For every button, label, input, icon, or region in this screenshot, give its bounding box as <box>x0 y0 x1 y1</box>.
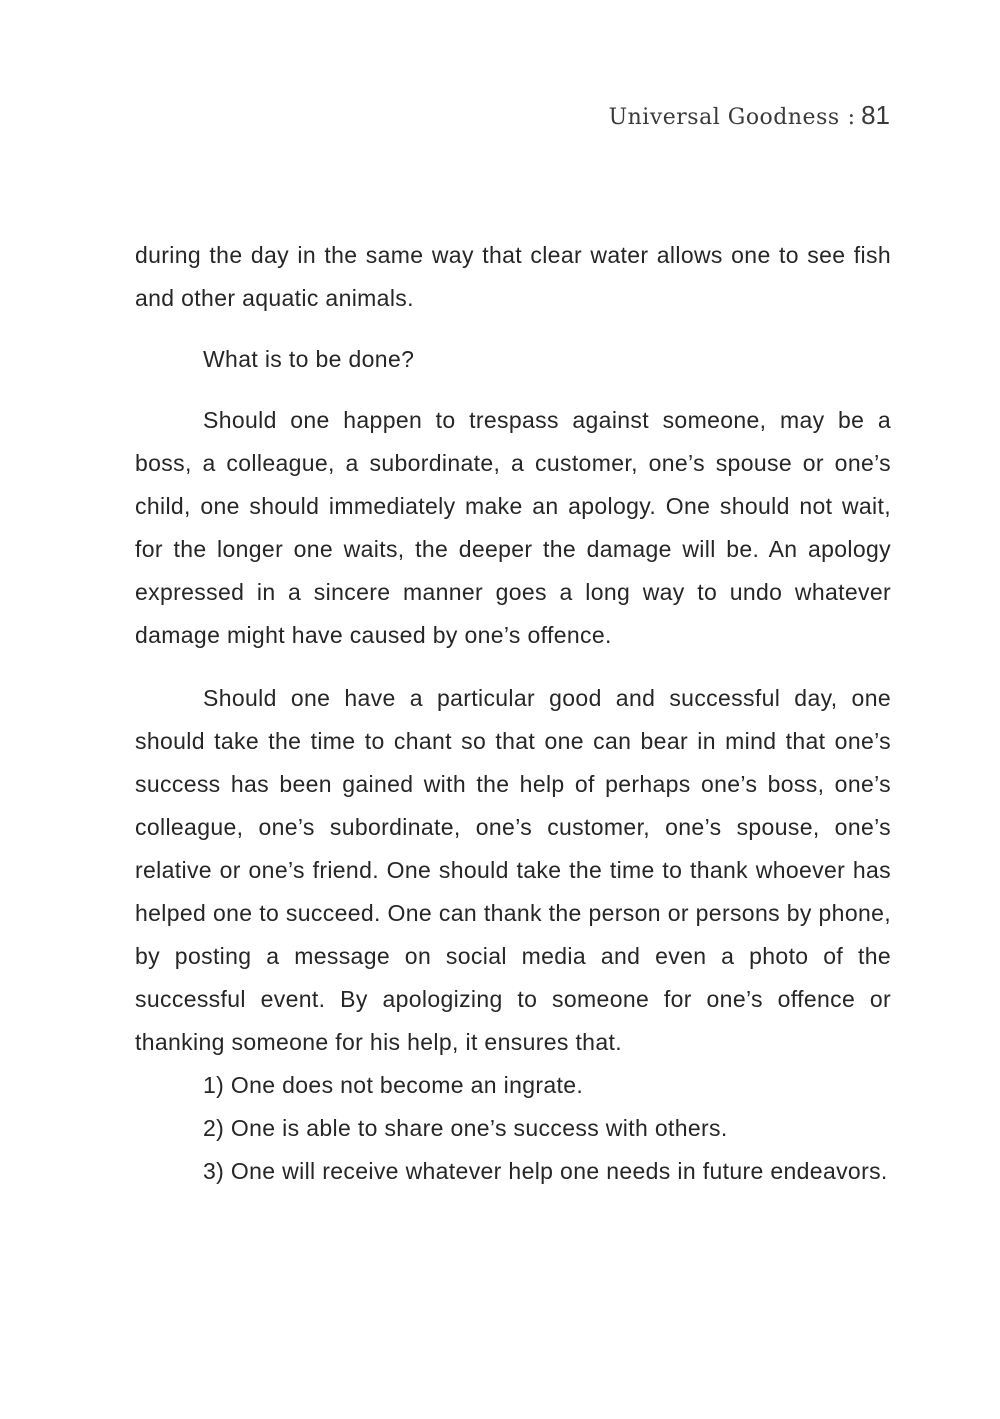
paragraph-continuation: during the day in the same way that clear water allows one to see fish and other aquatic animals. <box>135 242 891 311</box>
body-text <box>135 234 891 1193</box>
page-number: 81 <box>861 100 890 130</box>
list-item: 2) One is able to share one’s success with others. <box>203 1115 728 1141</box>
list-item: 3) One will receive whatever help one needs in future endeavors. <box>203 1158 888 1184</box>
section-question: What is to be done? <box>203 346 415 372</box>
running-header <box>609 100 890 131</box>
header-separator: : <box>847 105 856 130</box>
header-title: Universal Goodness <box>608 105 840 130</box>
list-item: 1) One does not become an ingrate. <box>203 1072 584 1098</box>
paragraph-gratitude: Should one have a particular good and successful day, one should take the time to chant so that one can bear in mind that one’s success has been gained with the help of perhaps one’s boss, one’s colleague, one’s subordinate, one’s customer, one’s spouse, one’s relative or one’s friend. One should take the time to thank whoever has helped one to succeed. One can thank the person or persons by phone, by posting a message on social media and even a photo of the successful event. By apologizing to someone for one’s offence or thanking someone for his help, it ensures that. <box>135 685 891 1055</box>
paragraph-apology: Should one happen to trespass against someone, may be a boss, a colleague, a subordinate, a customer, one’s spouse or one’s child, one should immediately make an apology. One should not wait, for the longer one waits, the deeper the damage will be. An apology expressed in a sincere manner goes a long way to undo whatever damage might have caused by one’s offence. <box>135 407 891 648</box>
